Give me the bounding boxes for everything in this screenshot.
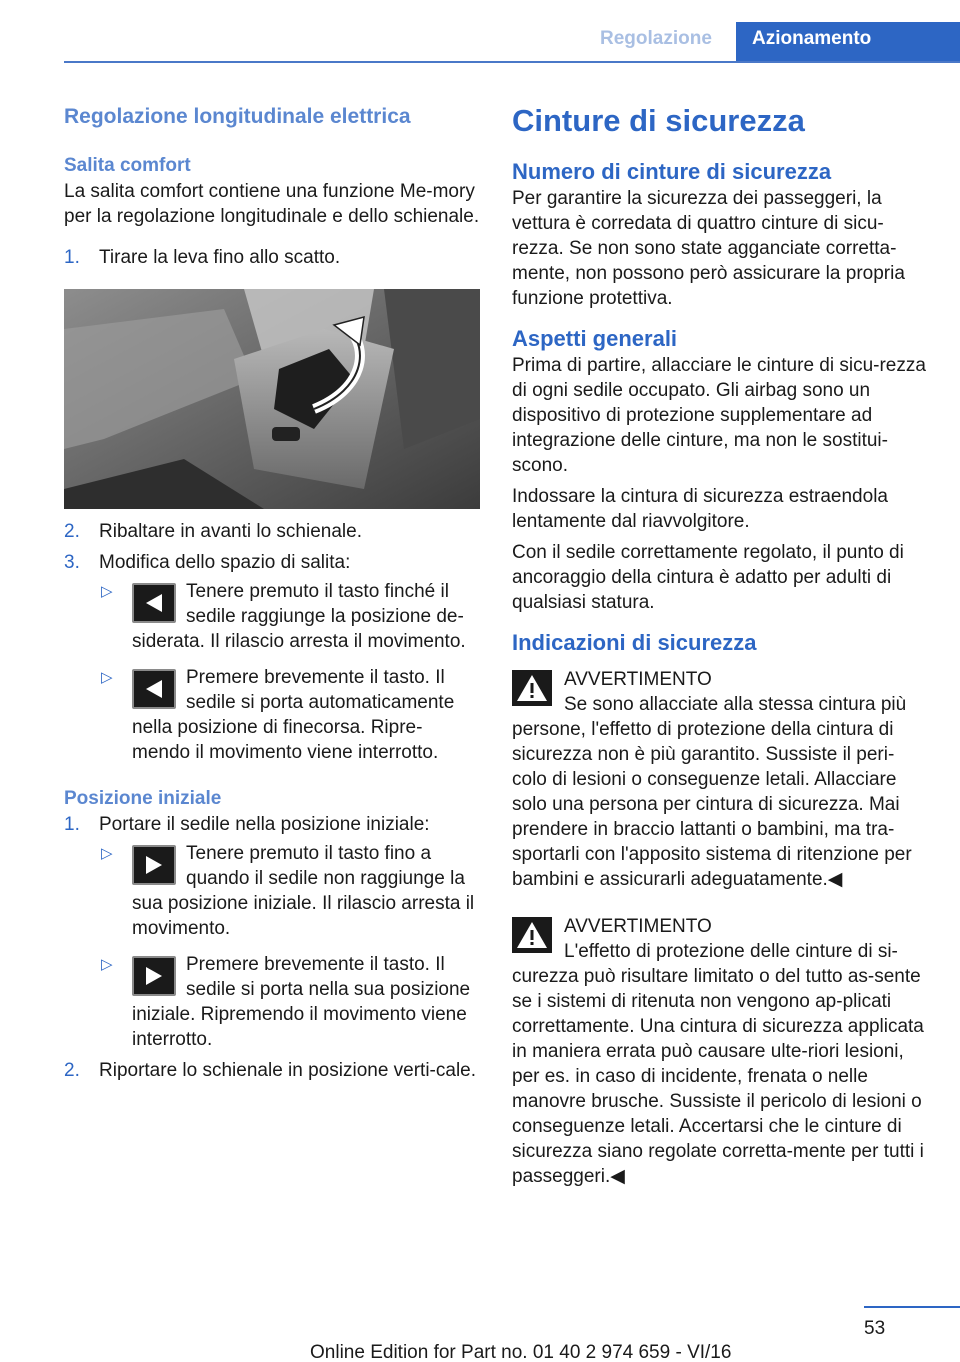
bullet-text: Tenere premuto il tasto finché il sedile raggiunge la posizione de-siderata. Il rilascio arresta il movimento. [132, 581, 466, 652]
warning-text: Se sono allacciate alla stessa cintura più persone, l'effetto di protezione della cintura di sicurezza non è più garantito. Sussiste il peri-colo di lesioni o conseguenze letali. Allacciare solo una persona per cintura di sicurezza. Mai prendere in braccio lattanti o bambini, ma tra-sportarli con l'apposito sistema di ritenzione per bambini e assicurarli adeguatamente.◀ [512, 694, 912, 890]
step-item [64, 245, 480, 270]
bullet-item [64, 665, 480, 765]
step-text: Riportare lo schienale in posizione verti-cale. [99, 1060, 477, 1081]
left-column [64, 104, 480, 1083]
arrow-left-key-icon [132, 669, 176, 709]
intro-paragraph: La salita comfort contiene una funzione Me-mory per la regolazione longitudinale e dello schienale. [64, 181, 480, 227]
step-item [64, 812, 480, 837]
bullet-text: Premere brevemente il tasto. Il sedile si porta automaticamente nella posizione di finecorsa. Ripre-mendo il movimento viene interrotto. [132, 667, 455, 763]
step-text: Modifica dello spazio di salita: [99, 552, 351, 573]
step-number: 2. [64, 521, 80, 542]
step-number: 1. [64, 247, 80, 268]
step-number: 1. [64, 814, 80, 835]
bullet-item [64, 579, 480, 654]
arrow-left-key-icon [132, 583, 176, 623]
main-title: Cinture di sicurezza [512, 103, 805, 138]
subsection-title-salita: Salita comfort [64, 155, 191, 176]
paragraph: Per garantire la sicurezza dei passeggeri, la vettura è corredata di quattro cinture di sicu-rezza. Se non sono state agganciate corretta-mente, non possono però assicurare la propria funzione protettiva. [512, 188, 905, 309]
bullet-item [64, 952, 480, 1052]
warning-block [512, 914, 928, 1189]
warning-text: L'effetto di protezione delle cinture di si-curezza può risultare limitato o del tutto as-sente se i sistemi di ritenuta non vengono ap-plicati correttamente. Una cintura di sicurezza applicata in maniera errata può causare ulte-riori lesioni, per es. in caso di incidente, frenata o nelle manovre brusche. Sussiste il pericolo di lesioni o conseguenze letali. Accertarsi che le cinture di sicurezza siano regolate corretta-mente per tutti i passeggeri.◀ [512, 941, 924, 1187]
header-rule [64, 61, 960, 63]
step-text: Portare il sedile nella posizione iniziale: [99, 814, 430, 835]
header-section-tab: Regolazione [600, 28, 712, 49]
paragraph: Prima di partire, allacciare le cinture di sicu-rezza di ogni sedile occupato. Gli airbag sono un dispositivo di protezione supplementare ad integrazione delle cinture, ma non le sostitui-scono. [512, 355, 926, 476]
paragraph: Con il sedile correttamente regolato, il punto di ancoraggio della cintura è adatto per adulti di qualsiasi statura. [512, 542, 904, 613]
heading-numero-cinture: Numero di cinture di sicurezza [512, 159, 832, 184]
bullet-text: Premere brevemente il tasto. Il sedile si porta nella sua posizione iniziale. Ripremendo il movimento viene interrotto. [132, 954, 471, 1050]
bullet-text: Tenere premuto il tasto fino a quando il sedile non raggiunge la sua posizione iniziale. Il rilascio arresta il movimento. [132, 843, 475, 939]
step-item [64, 519, 480, 544]
header-active-tab: Azionamento [736, 22, 960, 63]
section-title: Regolazione longitudinale elettrica [64, 105, 411, 128]
step-number: 3. [64, 552, 80, 573]
subsection-title-posizione: Posizione iniziale [64, 788, 222, 809]
heading-aspetti-generali: Aspetti generali [512, 326, 678, 351]
warning-label: AVVERTIMENTO [564, 669, 712, 690]
arrow-right-key-icon [132, 956, 176, 996]
warning-label: AVVERTIMENTO [564, 916, 712, 937]
step-text: Ribaltare in avanti lo schienale. [99, 521, 362, 542]
online-edition-note: Online Edition for Part no. 01 40 2 974 659 - VI/16 [310, 1342, 732, 1362]
bullet-item [64, 841, 480, 941]
step-item [64, 1058, 480, 1083]
heading-indicazioni-sicurezza: Indicazioni di sicurezza [512, 630, 757, 655]
step-number: 2. [64, 1060, 80, 1081]
warning-triangle-icon [512, 670, 552, 706]
paragraph: Indossare la cintura di sicurezza estraendola lentamente dal riavvolgitore. [512, 486, 888, 532]
step-item [64, 550, 480, 575]
seat-lever-photo [64, 289, 480, 509]
bullet-marker: ▷ [101, 583, 113, 600]
warning-triangle-icon [512, 917, 552, 953]
right-column [512, 104, 928, 1189]
step-text: Tirare la leva fino allo scatto. [99, 247, 341, 268]
warning-block [512, 667, 928, 892]
seat-lever-illustration [64, 289, 480, 509]
bullet-marker: ▷ [101, 845, 113, 862]
bullet-marker: ▷ [101, 669, 113, 686]
footer-rule [864, 1306, 960, 1308]
bullet-marker: ▷ [101, 956, 113, 973]
page-number: 53 [864, 1318, 886, 1339]
arrow-right-key-icon [132, 845, 176, 885]
